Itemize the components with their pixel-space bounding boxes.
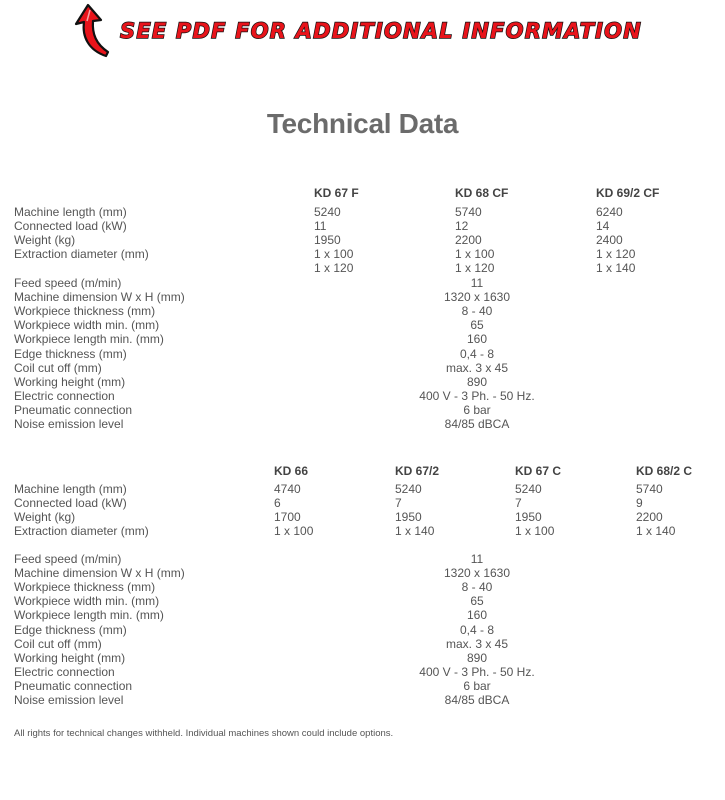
shared-value: 0,4 - 8 [459, 622, 495, 637]
page-title: Technical Data [266, 108, 459, 139]
spec-label: Noise emission level [14, 417, 124, 431]
shared-value: 1320 x 1630 [443, 290, 511, 305]
spec-value: 11 [314, 219, 327, 234]
model-header: KD 67 F [314, 186, 359, 200]
banner-text[interactable]: SEE PDF FOR ADDITIONAL INFORMATION [120, 19, 642, 43]
shared-value: max. 3 x 45 [445, 636, 509, 651]
model-header: KD 67/2 [395, 464, 440, 478]
spec-value: 2400 [596, 233, 623, 248]
shared-value: 400 V - 3 Ph. - 50 Hz. [419, 664, 535, 679]
spec-value: 1950 [395, 510, 422, 525]
spec-label: Coil cut off (mm) [14, 636, 102, 651]
model-header: KD 66 [274, 464, 309, 478]
spec-value: 12 [455, 219, 469, 234]
spec-value: 1950 [515, 510, 542, 525]
spec-label: Feed speed (m/min) [14, 552, 122, 566]
shared-value: 160 [466, 608, 488, 623]
shared-value: 890 [466, 374, 488, 389]
spec-value: 1 x 120 [596, 247, 636, 262]
spec-label: Machine dimension W x H (mm) [14, 566, 185, 581]
spec-label: Workpiece width min. (mm) [14, 318, 160, 333]
spec-label: Electric connection [14, 388, 115, 403]
shared-value: max. 3 x 45 [445, 360, 509, 375]
spec-value: 7 [395, 496, 402, 511]
shared-value: 0,4 - 8 [459, 346, 495, 361]
shared-value: 890 [466, 650, 488, 665]
shared-value: 6 bar [463, 402, 491, 417]
shared-value: 84/85 dBCA [444, 693, 510, 707]
shared-value: 1320 x 1630 [443, 566, 511, 581]
spec-label: Pneumatic connection [14, 402, 133, 417]
spec-label: Connected load (kW) [14, 496, 127, 511]
spec-value: 1 x 120 [455, 261, 495, 276]
spec-value: 1 x 100 [314, 247, 354, 262]
spec-value: 5740 [455, 205, 482, 219]
pdf-banner[interactable] [66, 2, 646, 60]
shared-value: 65 [470, 318, 484, 333]
spec-value: 5240 [515, 482, 542, 496]
spec-value: 5240 [395, 482, 422, 496]
spec-label: Pneumatic connection [14, 678, 133, 693]
spec-label: Workpiece thickness (mm) [14, 304, 156, 319]
spec-label: Machine length (mm) [14, 205, 127, 219]
model-header: KD 68/2 C [636, 464, 693, 478]
spec-value: 1700 [274, 510, 301, 525]
spec-value: 1 x 120 [314, 261, 354, 276]
spec-value: 5240 [314, 205, 341, 219]
shared-value: 400 V - 3 Ph. - 50 Hz. [419, 388, 535, 403]
spec-value: 5740 [636, 482, 663, 496]
spec-value: 1 x 140 [395, 524, 435, 539]
shared-value: 65 [470, 594, 484, 609]
spec-value: 6 [274, 496, 281, 511]
curved-arrow-icon [66, 2, 116, 60]
spec-label: Feed speed (m/min) [14, 276, 122, 290]
shared-value: 11 [470, 276, 484, 290]
spec-label: Noise emission level [14, 693, 124, 707]
spec-value: 1 x 100 [274, 524, 314, 539]
spec-label: Edge thickness (mm) [14, 346, 127, 361]
spec-label: Workpiece length min. (mm) [14, 332, 164, 347]
spec-label: Extraction diameter (mm) [14, 524, 149, 539]
spec-value: 1 x 100 [515, 524, 555, 539]
spec-value: 1 x 100 [455, 247, 495, 262]
spec-label: Weight (kg) [14, 510, 76, 525]
model-header: KD 69/2 CF [596, 186, 660, 200]
spec-label: Edge thickness (mm) [14, 622, 127, 637]
model-header: KD 67 C [515, 464, 562, 478]
spec-label: Electric connection [14, 664, 115, 679]
spec-value: 1 x 140 [636, 524, 676, 539]
spec-label: Machine dimension W x H (mm) [14, 290, 185, 305]
spec-value: 7 [515, 496, 522, 511]
shared-value: 8 - 40 [461, 304, 493, 319]
shared-value: 8 - 40 [461, 580, 493, 595]
spec-value: 6240 [596, 205, 623, 219]
spec-label: Workpiece width min. (mm) [14, 594, 160, 609]
spec-label: Machine length (mm) [14, 482, 127, 496]
spec-value: 4740 [274, 482, 301, 496]
spec-label: Workpiece length min. (mm) [14, 608, 164, 623]
spec-label: Working height (mm) [14, 650, 126, 665]
spec-value: 1 x 140 [596, 261, 636, 276]
spec-label: Workpiece thickness (mm) [14, 580, 156, 595]
shared-value: 6 bar [463, 678, 491, 693]
spec-value: 14 [596, 219, 610, 234]
spec-value: 2200 [636, 510, 663, 525]
spec-value: 1950 [314, 233, 341, 248]
shared-value: 160 [466, 332, 488, 347]
shared-value: 84/85 dBCA [444, 417, 510, 431]
spec-value: 2200 [455, 233, 482, 248]
shared-value: 11 [470, 552, 484, 566]
spec-label: Connected load (kW) [14, 219, 127, 234]
spec-value: 9 [636, 496, 643, 511]
spec-label: Coil cut off (mm) [14, 360, 102, 375]
spec-label: Weight (kg) [14, 233, 76, 248]
model-header: KD 68 CF [455, 186, 509, 200]
spec-label: Working height (mm) [14, 374, 126, 389]
footer-note: All rights for technical changes withheld. Individual machines shown could include options. [14, 728, 394, 739]
spec-label: Extraction diameter (mm) [14, 247, 149, 262]
